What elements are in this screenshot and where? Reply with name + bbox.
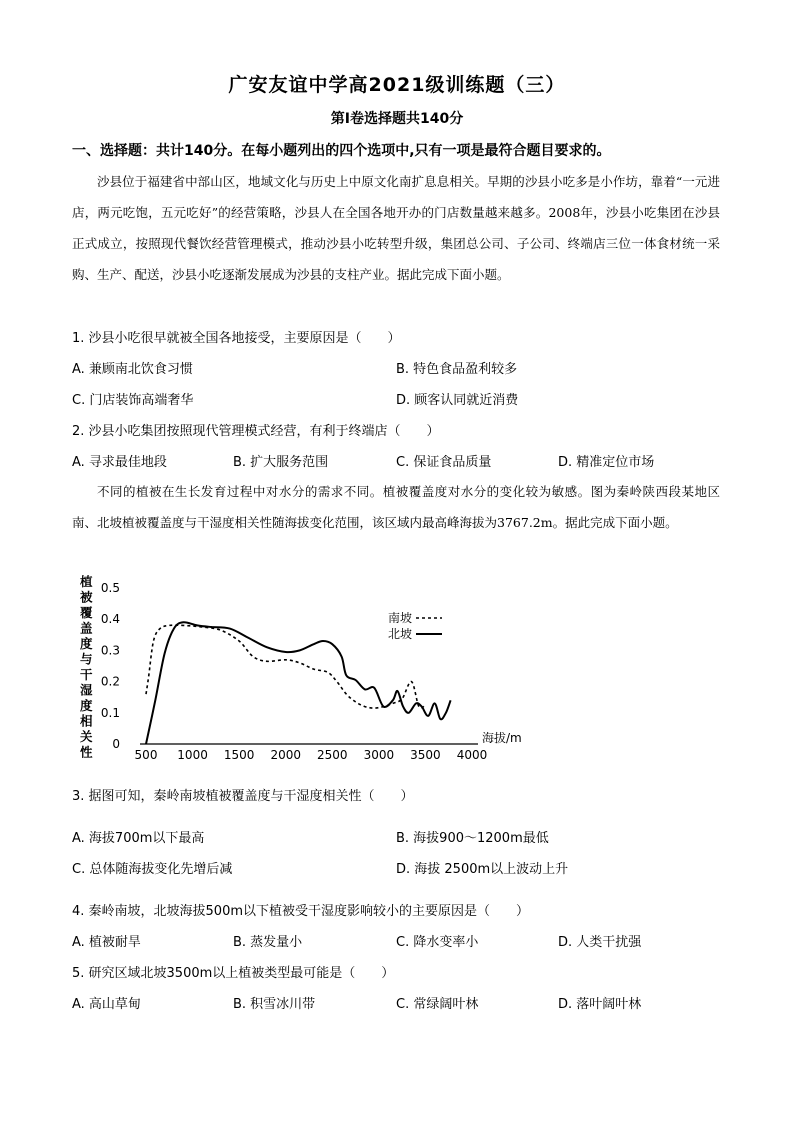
q1-option-a[interactable]: A. 兼顾南北饮食习惯	[72, 362, 193, 377]
x-tick-label: 4000	[456, 748, 488, 762]
q4-option-d[interactable]: D. 人类干扰强	[558, 935, 642, 950]
y-tick-label: 0.2	[100, 674, 120, 689]
question-4: 4. 秦岭南坡，北坡海拔500m以下植被受干湿度影响较小的主要原因是（ ）	[72, 904, 530, 919]
q2-option-c[interactable]: C. 保证食品质量	[396, 455, 492, 470]
y-axis-label-char: 覆	[80, 605, 93, 620]
q5-option-d[interactable]: D. 落叶阔叶林	[558, 997, 642, 1012]
legend-north-label: 北坡	[388, 627, 413, 641]
q5-option-a[interactable]: A. 高山草甸	[72, 997, 141, 1012]
y-axis-label-char: 性	[80, 744, 93, 760]
x-tick-label: 500	[134, 748, 158, 762]
x-tick-label: 3000	[363, 748, 395, 762]
y-axis-label-char: 干	[80, 667, 93, 682]
q3-option-c[interactable]: C. 总体随海拔变化先增后减	[72, 862, 233, 877]
y-axis-label-char: 相	[80, 713, 93, 729]
question-2: 2. 沙县小吃集团按照现代管理模式经营，有利于终端店（ ）	[72, 424, 440, 439]
exam-title: 广安友谊中学高2021级训练题（三）	[228, 74, 566, 96]
q3-option-d[interactable]: D. 海拔 2500m以上波动上升	[396, 862, 569, 877]
passage-shaxian: 沙县位于福建省中部山区，地域文化与历史上中原文化南扩息息相关。早期的沙县小吃多是小作坊，靠着“一元进店，两元吃饱，五元吃好”的经营策略，沙县人在全国各地开办的门店数量越来越多。2008年，沙县小吃集团在沙县正式成立，按照现代餐饮经营管理模式，推动沙县小吃转型升级，集团总公司、子公司、终端店三位一体食材统一采购、生产、配送，沙县小吃逐渐发展成为沙县的支柱产业。据此完成下面小题。	[72, 174, 720, 282]
vegetation-correlation-chart	[70, 572, 522, 767]
y-axis-label-char: 盖	[80, 620, 93, 636]
series-south-slope	[146, 625, 425, 708]
q5-option-b[interactable]: B. 积雪冰川带	[233, 997, 316, 1012]
y-axis-label-char: 与	[80, 651, 93, 667]
q1-option-c[interactable]: C. 门店装饰高端奢华	[72, 393, 194, 408]
y-axis-label-char: 被	[80, 589, 93, 605]
y-tick-label: 0.1	[100, 705, 120, 720]
q4-option-a[interactable]: A. 植被耐旱	[72, 935, 141, 950]
y-axis-label-char: 植	[80, 574, 93, 589]
legend-south-label: 南坡	[388, 611, 413, 625]
q2-option-d[interactable]: D. 精准定位市场	[558, 455, 655, 470]
y-axis-label-char: 度	[80, 636, 93, 651]
y-axis-label-char: 湿	[80, 682, 93, 698]
section-subtitle: 第Ⅰ卷选择题共140分	[330, 111, 464, 127]
x-tick-label: 3500	[410, 748, 441, 762]
y-tick-label: 0.4	[100, 612, 120, 627]
x-tick-labels	[135, 748, 488, 762]
q4-option-b[interactable]: B. 蒸发量小	[233, 935, 303, 950]
question-1: 1. 沙县小吃很早就被全国各地接受，主要原因是（ ）	[72, 331, 401, 346]
q3-option-b[interactable]: B. 海拔900～1200m最低	[396, 831, 549, 846]
q5-option-c[interactable]: C. 常绿阔叶林	[396, 997, 479, 1012]
q2-option-a[interactable]: A. 寻求最佳地段	[72, 455, 167, 470]
q1-option-d[interactable]: D. 顾客认同就近消费	[396, 393, 519, 408]
section-heading: 一、选择题：共计140分。在每小题列出的四个选项中,只有一项是最符合题目要求的。	[72, 143, 611, 159]
q1-option-b[interactable]: B. 特色食品盈利较多	[396, 362, 518, 377]
q2-option-b[interactable]: B. 扩大服务范围	[233, 455, 329, 470]
y-axis-label	[79, 574, 93, 760]
y-axis-label-char: 关	[80, 729, 93, 744]
question-5: 5. 研究区域北坡3500m以上植被类型最可能是（ ）	[72, 966, 395, 981]
legend	[388, 610, 442, 641]
q4-option-c[interactable]: C. 降水变率小	[396, 935, 479, 950]
y-tick-labels	[101, 581, 120, 751]
q3-option-a[interactable]: A. 海拔700m以下最高	[72, 831, 205, 846]
y-tick-label: 0.5	[100, 581, 120, 595]
passage-qinling: 不同的植被在生长发育过程中对水分的需求不同。植被覆盖度对水分的变化较为敏感。图为秦岭陕西段某地区南、北坡植被覆盖度与干湿度相关性随海拔变化范围，该区域内最高峰海拔为3767.2m。据此完成下面小题。	[72, 484, 720, 530]
x-tick-label: 1000	[177, 748, 208, 762]
x-tick-label: 1500	[223, 748, 255, 762]
x-tick-label: 2000	[270, 748, 301, 762]
x-tick-label: 2500	[317, 748, 348, 762]
x-axis-label: 海拔/m	[482, 731, 522, 745]
y-tick-label: 0	[112, 737, 120, 751]
y-tick-label: 0.3	[100, 643, 120, 658]
question-3: 3. 据图可知，秦岭南坡植被覆盖度与干湿度相关性（ ）	[72, 789, 414, 804]
y-axis-label-char: 度	[80, 698, 93, 713]
